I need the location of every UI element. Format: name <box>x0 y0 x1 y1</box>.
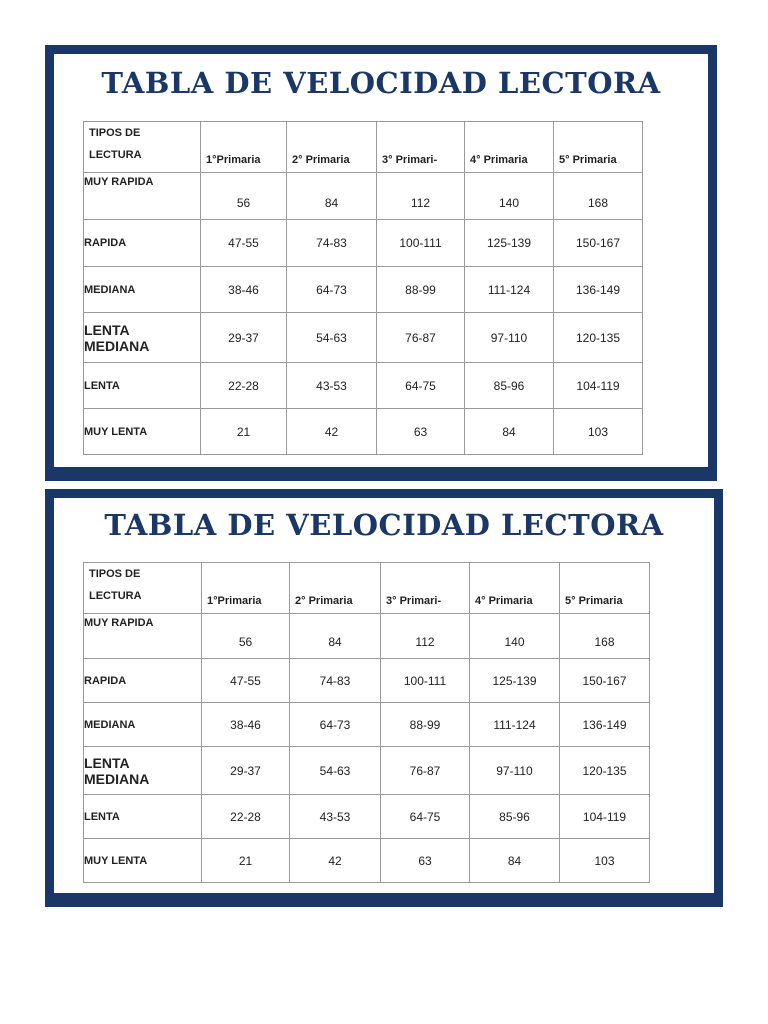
table-cell: 100-111 <box>381 659 470 703</box>
table-cell: 85-96 <box>470 795 560 839</box>
table-cell: 43-53 <box>287 363 377 409</box>
grade-header-4: 4° Primaria <box>465 122 554 173</box>
table-cell: 38-46 <box>201 267 287 313</box>
card-title: TABLA DE VELOCIDAD LECTORA <box>104 508 664 542</box>
reading-speed-card-1 <box>45 45 717 481</box>
grade-header-3: 3° Primari- <box>377 122 465 173</box>
table-cell: 63 <box>381 839 470 883</box>
table-cell: 111-124 <box>465 267 554 313</box>
table-cell: 120-135 <box>560 747 650 795</box>
reading-speed-table <box>83 121 643 455</box>
reading-speed-table <box>83 562 650 883</box>
table-cell: 47-55 <box>201 220 287 267</box>
reading-type-label: RAPIDA <box>84 220 201 267</box>
grade-header-4: 4° Primaria <box>470 563 560 614</box>
table-cell: 84 <box>287 173 377 220</box>
table-cell: 84 <box>290 614 381 659</box>
table-cell: 84 <box>470 839 560 883</box>
table-cell: 111-124 <box>470 703 560 747</box>
reading-type-label: MEDIANA <box>84 703 202 747</box>
table-cell: 100-111 <box>377 220 465 267</box>
table-cell: 64-73 <box>290 703 381 747</box>
table-row <box>84 747 650 795</box>
grade-header-2: 2° Primaria <box>290 563 381 614</box>
table-cell: 125-139 <box>470 659 560 703</box>
table-cell: 76-87 <box>381 747 470 795</box>
reading-speed-card-2 <box>45 489 723 907</box>
table-row <box>84 703 650 747</box>
table-cell: 88-99 <box>377 267 465 313</box>
table-cell: 22-28 <box>202 795 290 839</box>
table-cell: 104-119 <box>554 363 643 409</box>
table-cell: 84 <box>465 409 554 455</box>
table-cell: 168 <box>560 614 650 659</box>
table-cell: 74-83 <box>290 659 381 703</box>
table-row <box>84 267 643 313</box>
table-cell: 42 <box>287 409 377 455</box>
table-cell: 97-110 <box>465 313 554 363</box>
table-cell: 120-135 <box>554 313 643 363</box>
table-row <box>84 614 650 659</box>
table-cell: 54-63 <box>290 747 381 795</box>
table-row <box>84 659 650 703</box>
table-header-row <box>84 563 650 614</box>
table-cell: 38-46 <box>202 703 290 747</box>
table-cell: 125-139 <box>465 220 554 267</box>
table-cell: 136-149 <box>560 703 650 747</box>
grade-header-3: 3° Primari- <box>381 563 470 614</box>
table-cell: 22-28 <box>201 363 287 409</box>
table-row <box>84 795 650 839</box>
table-cell: 54-63 <box>287 313 377 363</box>
reading-type-label: LENTA MEDIANA <box>84 747 202 795</box>
reading-type-label: MUY RAPIDA <box>84 614 202 659</box>
table-cell: 64-75 <box>377 363 465 409</box>
grade-header-1: 1°Primaria <box>202 563 290 614</box>
reading-type-header: TIPOS DE LECTURA <box>84 563 202 614</box>
table-cell: 42 <box>290 839 381 883</box>
table-row <box>84 313 643 363</box>
table-cell: 150-167 <box>560 659 650 703</box>
table-cell: 103 <box>560 839 650 883</box>
table-cell: 74-83 <box>287 220 377 267</box>
table-row <box>84 363 643 409</box>
table-cell: 21 <box>202 839 290 883</box>
card-title: TABLA DE VELOCIDAD LECTORA <box>101 66 661 100</box>
grade-header-5: 5° Primaria <box>560 563 650 614</box>
table-cell: 29-37 <box>202 747 290 795</box>
table-cell: 56 <box>201 173 287 220</box>
table-row <box>84 409 643 455</box>
table-cell: 112 <box>377 173 465 220</box>
table-cell: 140 <box>465 173 554 220</box>
reading-type-label: LENTA MEDIANA <box>84 313 201 363</box>
reading-type-label: MUY LENTA <box>84 839 202 883</box>
table-cell: 29-37 <box>201 313 287 363</box>
table-cell: 64-73 <box>287 267 377 313</box>
grade-header-2: 2° Primaria <box>287 122 377 173</box>
table-cell: 88-99 <box>381 703 470 747</box>
table-cell: 150-167 <box>554 220 643 267</box>
table-cell: 43-53 <box>290 795 381 839</box>
table-cell: 64-75 <box>381 795 470 839</box>
table-cell: 168 <box>554 173 643 220</box>
table-cell: 112 <box>381 614 470 659</box>
grade-header-1: 1°Primaria <box>201 122 287 173</box>
table-cell: 56 <box>202 614 290 659</box>
table-row <box>84 839 650 883</box>
table-cell: 63 <box>377 409 465 455</box>
table-cell: 103 <box>554 409 643 455</box>
table-cell: 21 <box>201 409 287 455</box>
reading-type-label: LENTA <box>84 795 202 839</box>
reading-type-label: RAPIDA <box>84 659 202 703</box>
table-cell: 104-119 <box>560 795 650 839</box>
reading-type-label: LENTA <box>84 363 201 409</box>
table-cell: 136-149 <box>554 267 643 313</box>
grade-header-5: 5° Primaria <box>554 122 643 173</box>
table-row <box>84 220 643 267</box>
table-cell: 140 <box>470 614 560 659</box>
table-row <box>84 173 643 220</box>
reading-type-label: MEDIANA <box>84 267 201 313</box>
reading-type-header: TIPOS DE LECTURA <box>84 122 201 173</box>
table-header-row <box>84 122 643 173</box>
table-cell: 85-96 <box>465 363 554 409</box>
table-cell: 76-87 <box>377 313 465 363</box>
table-cell: 47-55 <box>202 659 290 703</box>
table-cell: 97-110 <box>470 747 560 795</box>
reading-type-label: MUY LENTA <box>84 409 201 455</box>
reading-type-label: MUY RAPIDA <box>84 173 201 220</box>
